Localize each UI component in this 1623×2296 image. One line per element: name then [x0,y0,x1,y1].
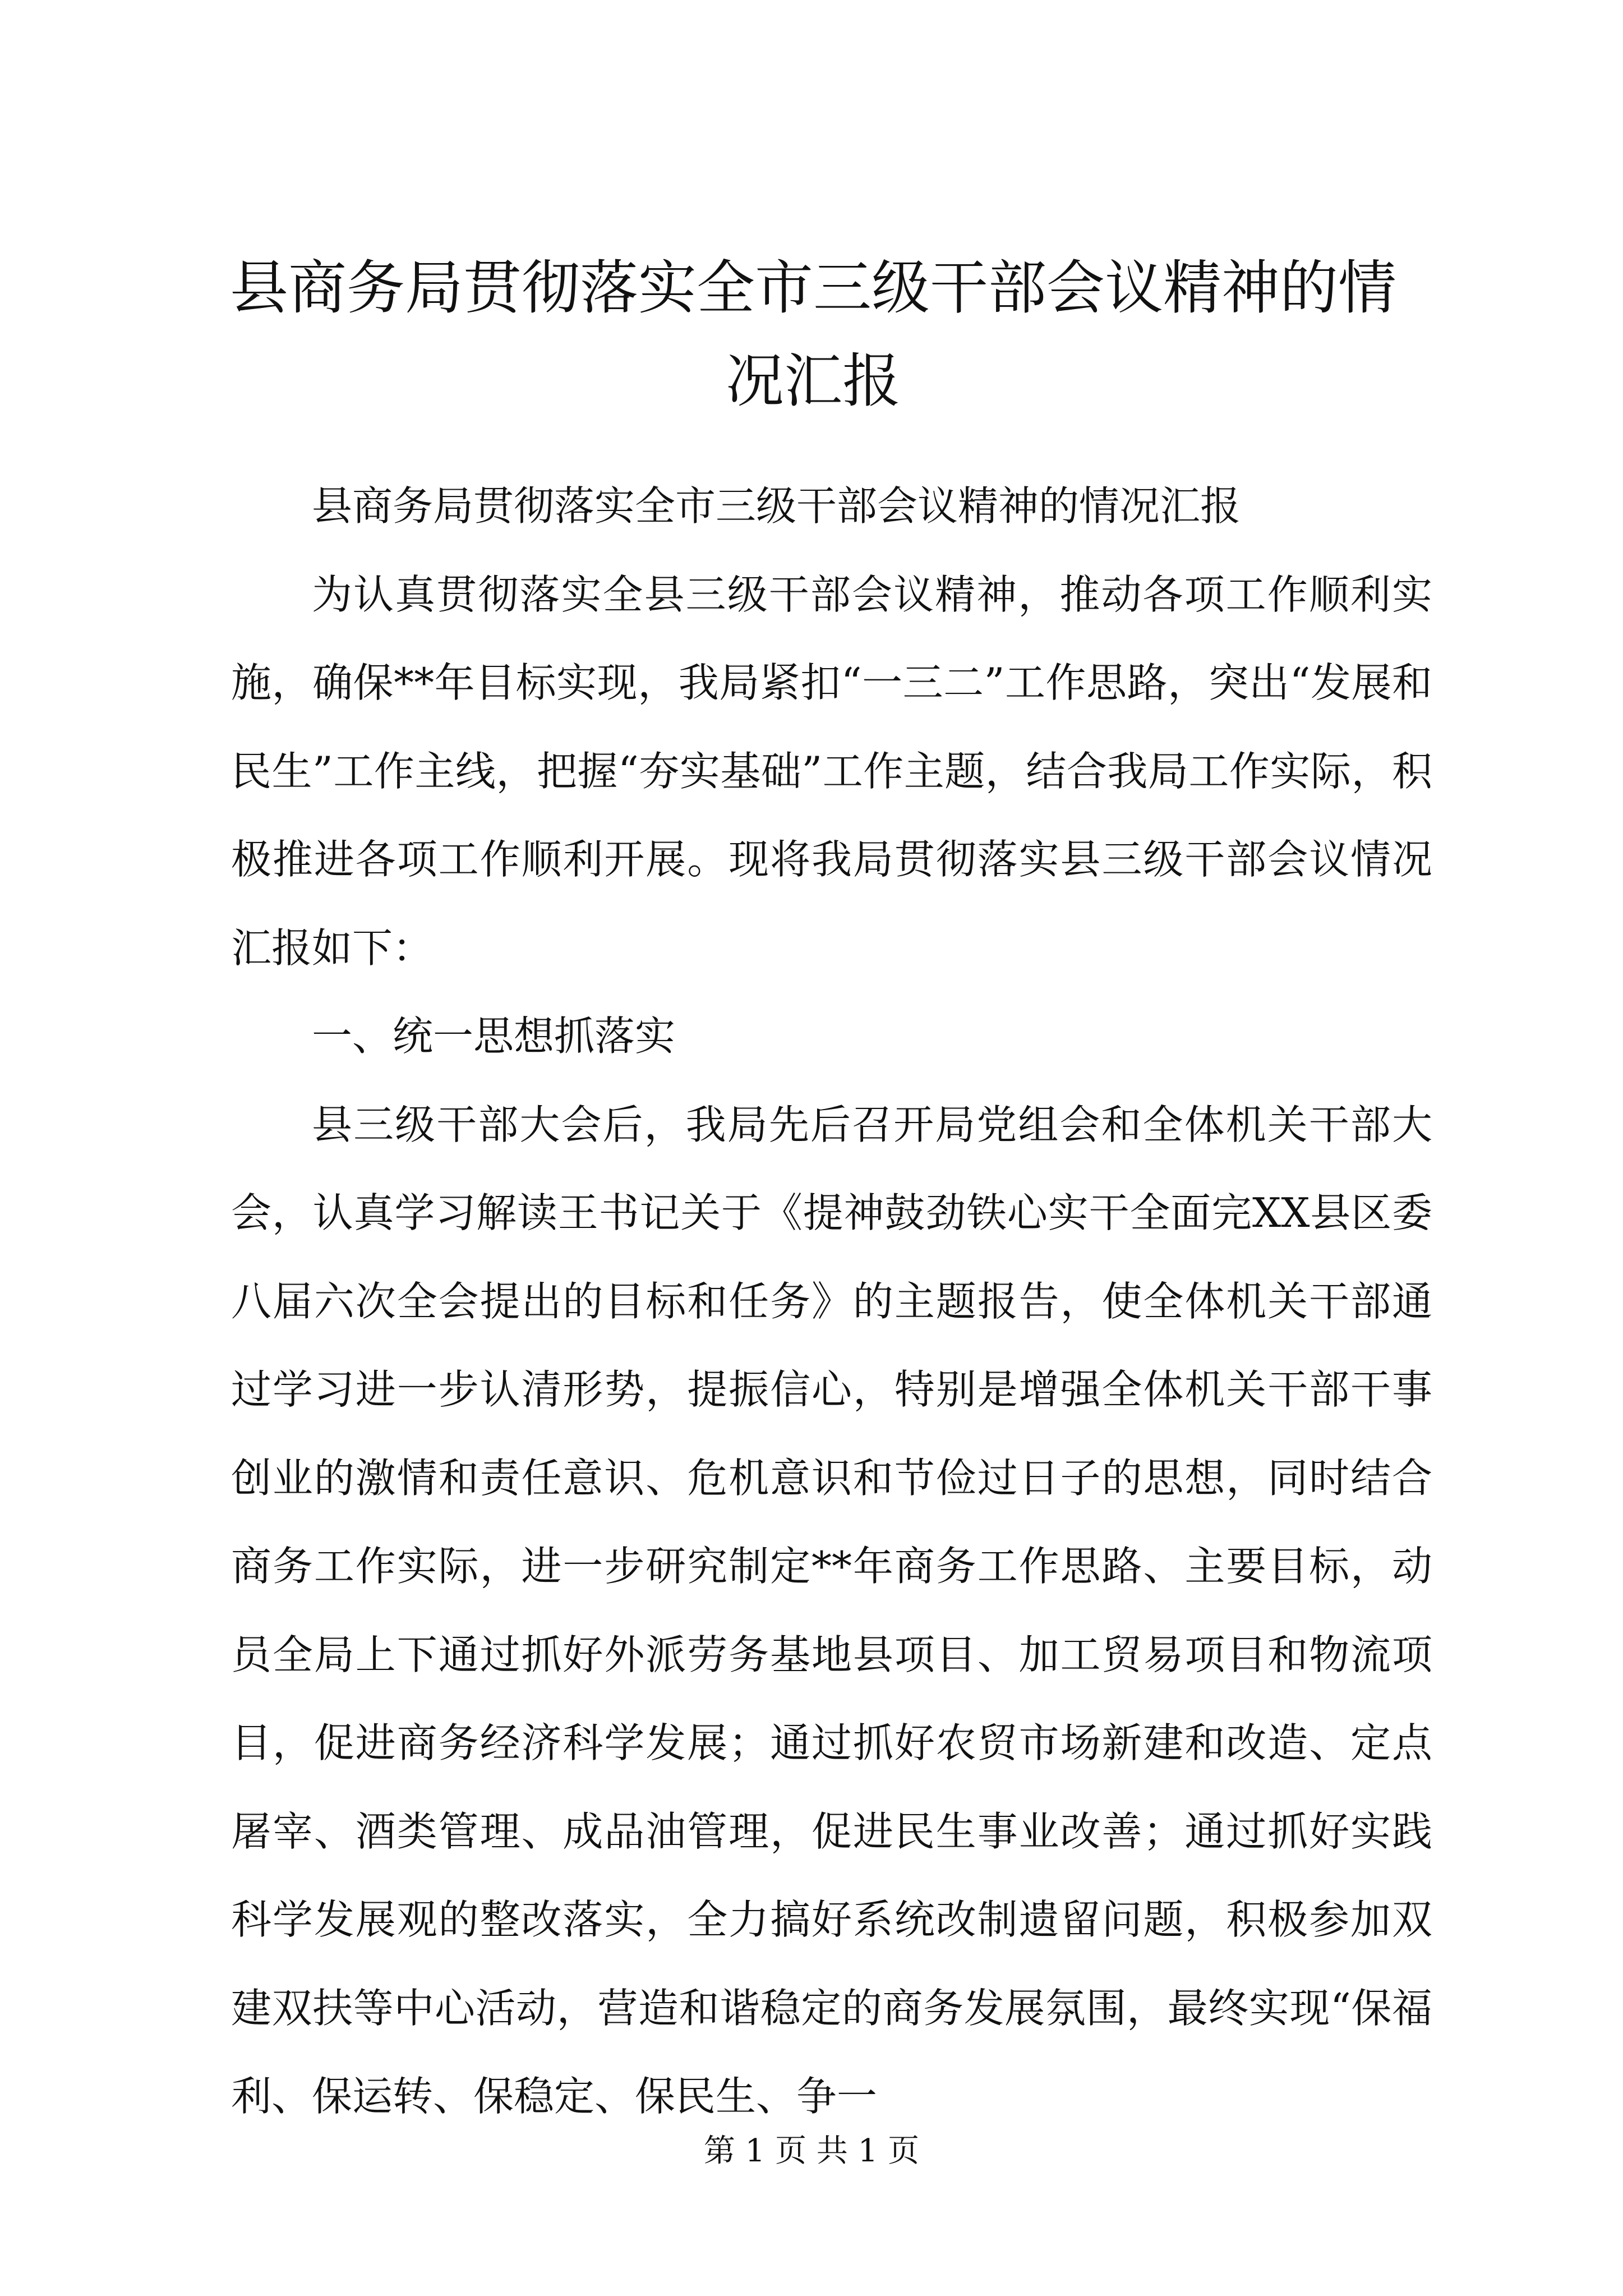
section-heading-1: 一、统一思想抓落实 [312,1013,676,1060]
page-number: 第 1 页 共 1 页 [703,2133,920,2169]
paragraph-subtitle: 县商务局贯彻落实全市三级干部会议精神的情况汇报 [312,482,1241,530]
paragraph-intro: 为认真贯彻落实全县三级干部会议精神，推动各项工作顺利实施，确保**年目标实现，我局紧扣“一三二”工作思路，突出“发展和民生”工作主线，把握“夯实基础”工作主题，结合我局工作实际，积极推进各项工作顺利开展。现将我局贯彻落实县三级干部会议情况汇报如下： [231,570,1432,972]
paragraph-section-1: 县三级干部大会后，我局先后召开局党组会和全体机关干部大会，认真学习解读王书记关于《提神鼓劲铁心实干全面完XX县区委八届六次全会提出的目标和任务》的主题报告，使全体机关干部通过学习进一步认清形势，提振信心，特别是增强全体机关干部干事创业的激情和责任意识、危机意识和节俭过日子的思想，同时结合商务工作实际，进一步研究制定**年商务工作思路、主要目标，动员全局上下通过抓好外派劳务基地县项目、加工贸易项目和物流项目，促进商务经济科学发展；通过抓好农贸市场新建和改造、定点屠宰、酒类管理、成品油管理，促进民生事业改善；通过抓好实践科学发展观的整改落实，全力搞好系统改制遗留问题，积极参加双建双扶等中心活动，营造和谐稳定的商务发展氛围，最终实现“保福利、保运转、保稳定、保民生、争一 [231,1101,1432,2120]
page-footer [0,2132,1623,2171]
document-body [231,462,1432,2141]
document-title: 县商务局贯彻落实全市三级干部会议精神的情况汇报 [229,254,1396,415]
